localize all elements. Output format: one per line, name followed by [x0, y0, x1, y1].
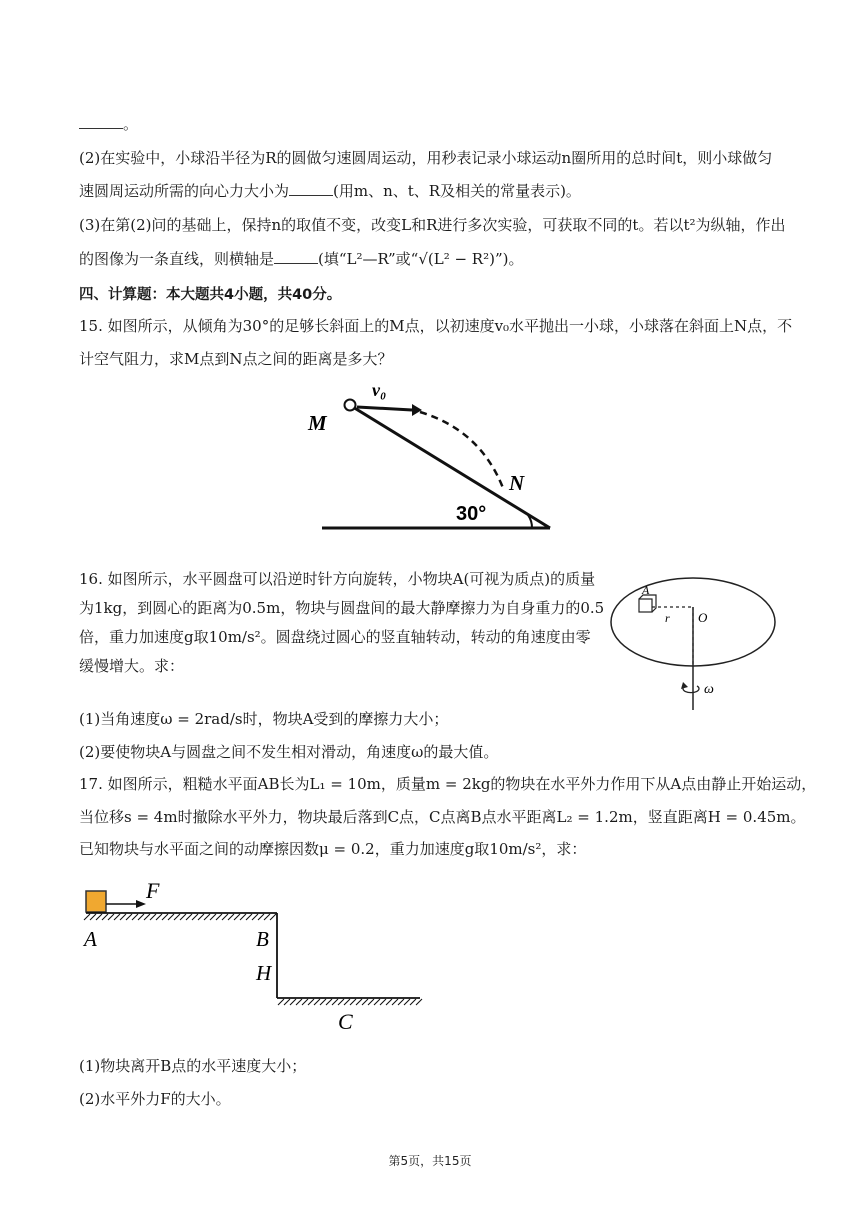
- hatch-mark: [84, 914, 90, 920]
- hatch-mark: [404, 999, 410, 1005]
- hatch-mark: [290, 999, 296, 1005]
- hatch-mark: [296, 999, 302, 1005]
- label-B: B: [256, 927, 269, 951]
- hatch-mark: [252, 914, 258, 920]
- q14-part3-tail: (填“L²—R”或“√(L² − R²)”)。: [318, 250, 524, 268]
- hatch-mark: [144, 914, 150, 920]
- hatch-mark: [326, 999, 332, 1005]
- q17-line3: 已知物块与水平面之间的动摩擦因数μ = 0.2，重力加速度g取10m/s²，求：: [79, 840, 587, 858]
- hatch-mark: [302, 999, 308, 1005]
- hatch-mark: [156, 914, 162, 920]
- hatch-mark: [374, 999, 380, 1005]
- velocity-arrow: [357, 407, 412, 410]
- hatch-mark: [102, 914, 108, 920]
- hatch-mark: [174, 914, 180, 920]
- trajectory-path: [420, 412, 503, 488]
- q16-line2: 为1kg，到圆心的距离为0.5m，物块与圆盘间的最大静摩擦力为自身重力的0.5: [79, 599, 605, 617]
- hatch-mark: [108, 914, 114, 920]
- hatch-mark: [314, 999, 320, 1005]
- hatch-mark: [320, 999, 326, 1005]
- q14-part3-line1: (3)在第(2)问的基础上，保持n的取值不变，改变L和R进行多次实验，可获取不同的t。若以t²为纵轴，作出: [79, 216, 786, 234]
- hatch-mark: [308, 999, 314, 1005]
- q14-part3-text: 的图像为一条直线，则横轴是: [79, 250, 275, 268]
- hatch-mark: [198, 914, 204, 920]
- hatch-mark: [240, 914, 246, 920]
- hatch-mark: [410, 999, 416, 1005]
- hatch-mark: [264, 914, 270, 920]
- hatch-mark: [338, 999, 344, 1005]
- hatch-mark: [380, 999, 386, 1005]
- q16-line1: 16. 如图所示，水平圆盘可以沿逆时针方向旋转，小物块A(可视为质点)的质量: [79, 570, 596, 588]
- hatch-mark: [210, 914, 216, 920]
- hatch-mark: [138, 914, 144, 920]
- hatch-mark: [234, 914, 240, 920]
- page-footer: 第5页，共15页: [388, 1154, 472, 1168]
- hatch-mark: [284, 999, 290, 1005]
- hatch-mark: [162, 914, 168, 920]
- hatch-mark: [246, 914, 252, 920]
- section-heading: 四、计算题：本大题共4小题，共40分。: [79, 287, 342, 303]
- blank: [289, 181, 333, 196]
- label-N: N: [509, 471, 525, 495]
- arrow-head: [412, 404, 422, 416]
- hatch-mark: [386, 999, 392, 1005]
- q14-part2-tail: (用m、n、t、R及相关的常量表示)。: [333, 182, 581, 200]
- hatch-mark: [204, 914, 210, 920]
- hatch-mark: [120, 914, 126, 920]
- q15-line2: 计空气阻力，求M点到N点之间的距离是多大？: [79, 350, 393, 368]
- hatch-mark: [392, 999, 398, 1005]
- hatch-mark: [416, 999, 422, 1005]
- q15-line1: 15. 如图所示，从倾角为30°的足够长斜面上的M点，以初速度v₀水平抛出一小球，小球落在斜面上N点，不: [79, 317, 793, 335]
- hatch-mark: [186, 914, 192, 920]
- label-angle: 30°: [456, 503, 487, 525]
- label-C: C: [338, 1009, 353, 1034]
- hatch-mark: [228, 914, 234, 920]
- hatch-mark: [344, 999, 350, 1005]
- hatch-mark: [350, 999, 356, 1005]
- hatch-mark: [114, 914, 120, 920]
- hatch-mark: [216, 914, 222, 920]
- blank: [79, 114, 123, 129]
- q17-line2: 当位移s = 4m时撤除水平外力，物块最后落到C点，C点离B点水平距离L₂ = 1.2m，竖直距离H = 0.45m。: [79, 808, 806, 826]
- hatch-mark: [356, 999, 362, 1005]
- surface-hatching: [84, 914, 276, 920]
- q14-part2-line2: [79, 180, 800, 202]
- hatch-mark: [258, 914, 264, 920]
- q16-line4: 缓慢增大。求：: [79, 657, 185, 675]
- hatch-mark: [368, 999, 374, 1005]
- fragment-text: 。: [123, 115, 139, 133]
- hatch-mark: [150, 914, 156, 920]
- ball: [345, 400, 356, 411]
- hatch-mark: [168, 914, 174, 920]
- hatch-mark: [96, 914, 102, 920]
- q16-disk-figure: [605, 570, 785, 715]
- label-M: M: [308, 411, 327, 435]
- hatch-mark: [270, 914, 276, 920]
- q17-platform-figure: [80, 876, 430, 1041]
- label-O: O: [698, 610, 708, 625]
- label-F: F: [146, 878, 160, 903]
- q14-part2-text: 速圆周运动所需的向心力大小为: [79, 182, 290, 200]
- q14-part2-line1: (2)在实验中，小球沿半径为R的圆做匀速圆周运动，用秒表记录小球运动n圈所用的总时间t，则小球做匀: [79, 149, 773, 167]
- block: [86, 891, 106, 912]
- q17-line1: 17. 如图所示，粗糙水平面AB长为L₁ = 10m，质量m = 2kg的物块在水平外力作用下从A点由静止开始运动，: [79, 775, 817, 793]
- q17-sub1: (1)物块离开B点的水平速度大小；: [79, 1057, 307, 1075]
- q14-part3-line2: [79, 248, 800, 270]
- hatch-mark: [278, 999, 284, 1005]
- label-omega: ω: [704, 682, 714, 697]
- blank: [274, 249, 318, 264]
- label-A: A: [642, 583, 650, 597]
- block-A: [639, 599, 652, 612]
- q16-line3: 倍，重力加速度g取10m/s²。圆盘绕过圆心的竖直轴转动，转动的角速度由零: [79, 628, 591, 646]
- q16-sub2: (2)要使物块A与圆盘之间不发生相对滑动，角速度ω的最大值。: [79, 743, 499, 761]
- answer-blank-fragment: [79, 113, 800, 135]
- label-H: H: [256, 961, 272, 985]
- q16-sub1: (1)当角速度ω = 2rad/s时，物块A受到的摩擦力大小；: [79, 710, 449, 728]
- q17-sub2: (2)水平外力F的大小。: [79, 1090, 231, 1108]
- hatch-mark: [398, 999, 404, 1005]
- hatch-mark: [222, 914, 228, 920]
- hatch-mark: [332, 999, 338, 1005]
- q15-incline-figure: [300, 370, 560, 535]
- incline-line: [348, 404, 550, 528]
- hatch-mark: [126, 914, 132, 920]
- label-A: A: [84, 927, 97, 951]
- ground-hatching: [278, 999, 422, 1005]
- hatch-mark: [180, 914, 186, 920]
- force-arrow-head: [136, 900, 146, 908]
- hatch-mark: [132, 914, 138, 920]
- hatch-mark: [90, 914, 96, 920]
- hatch-mark: [362, 999, 368, 1005]
- hatch-mark: [192, 914, 198, 920]
- label-r: r: [665, 611, 670, 625]
- q16-stem: [79, 565, 605, 681]
- label-v0: v₀: [372, 380, 387, 400]
- rotation-arrow-head: [681, 682, 688, 689]
